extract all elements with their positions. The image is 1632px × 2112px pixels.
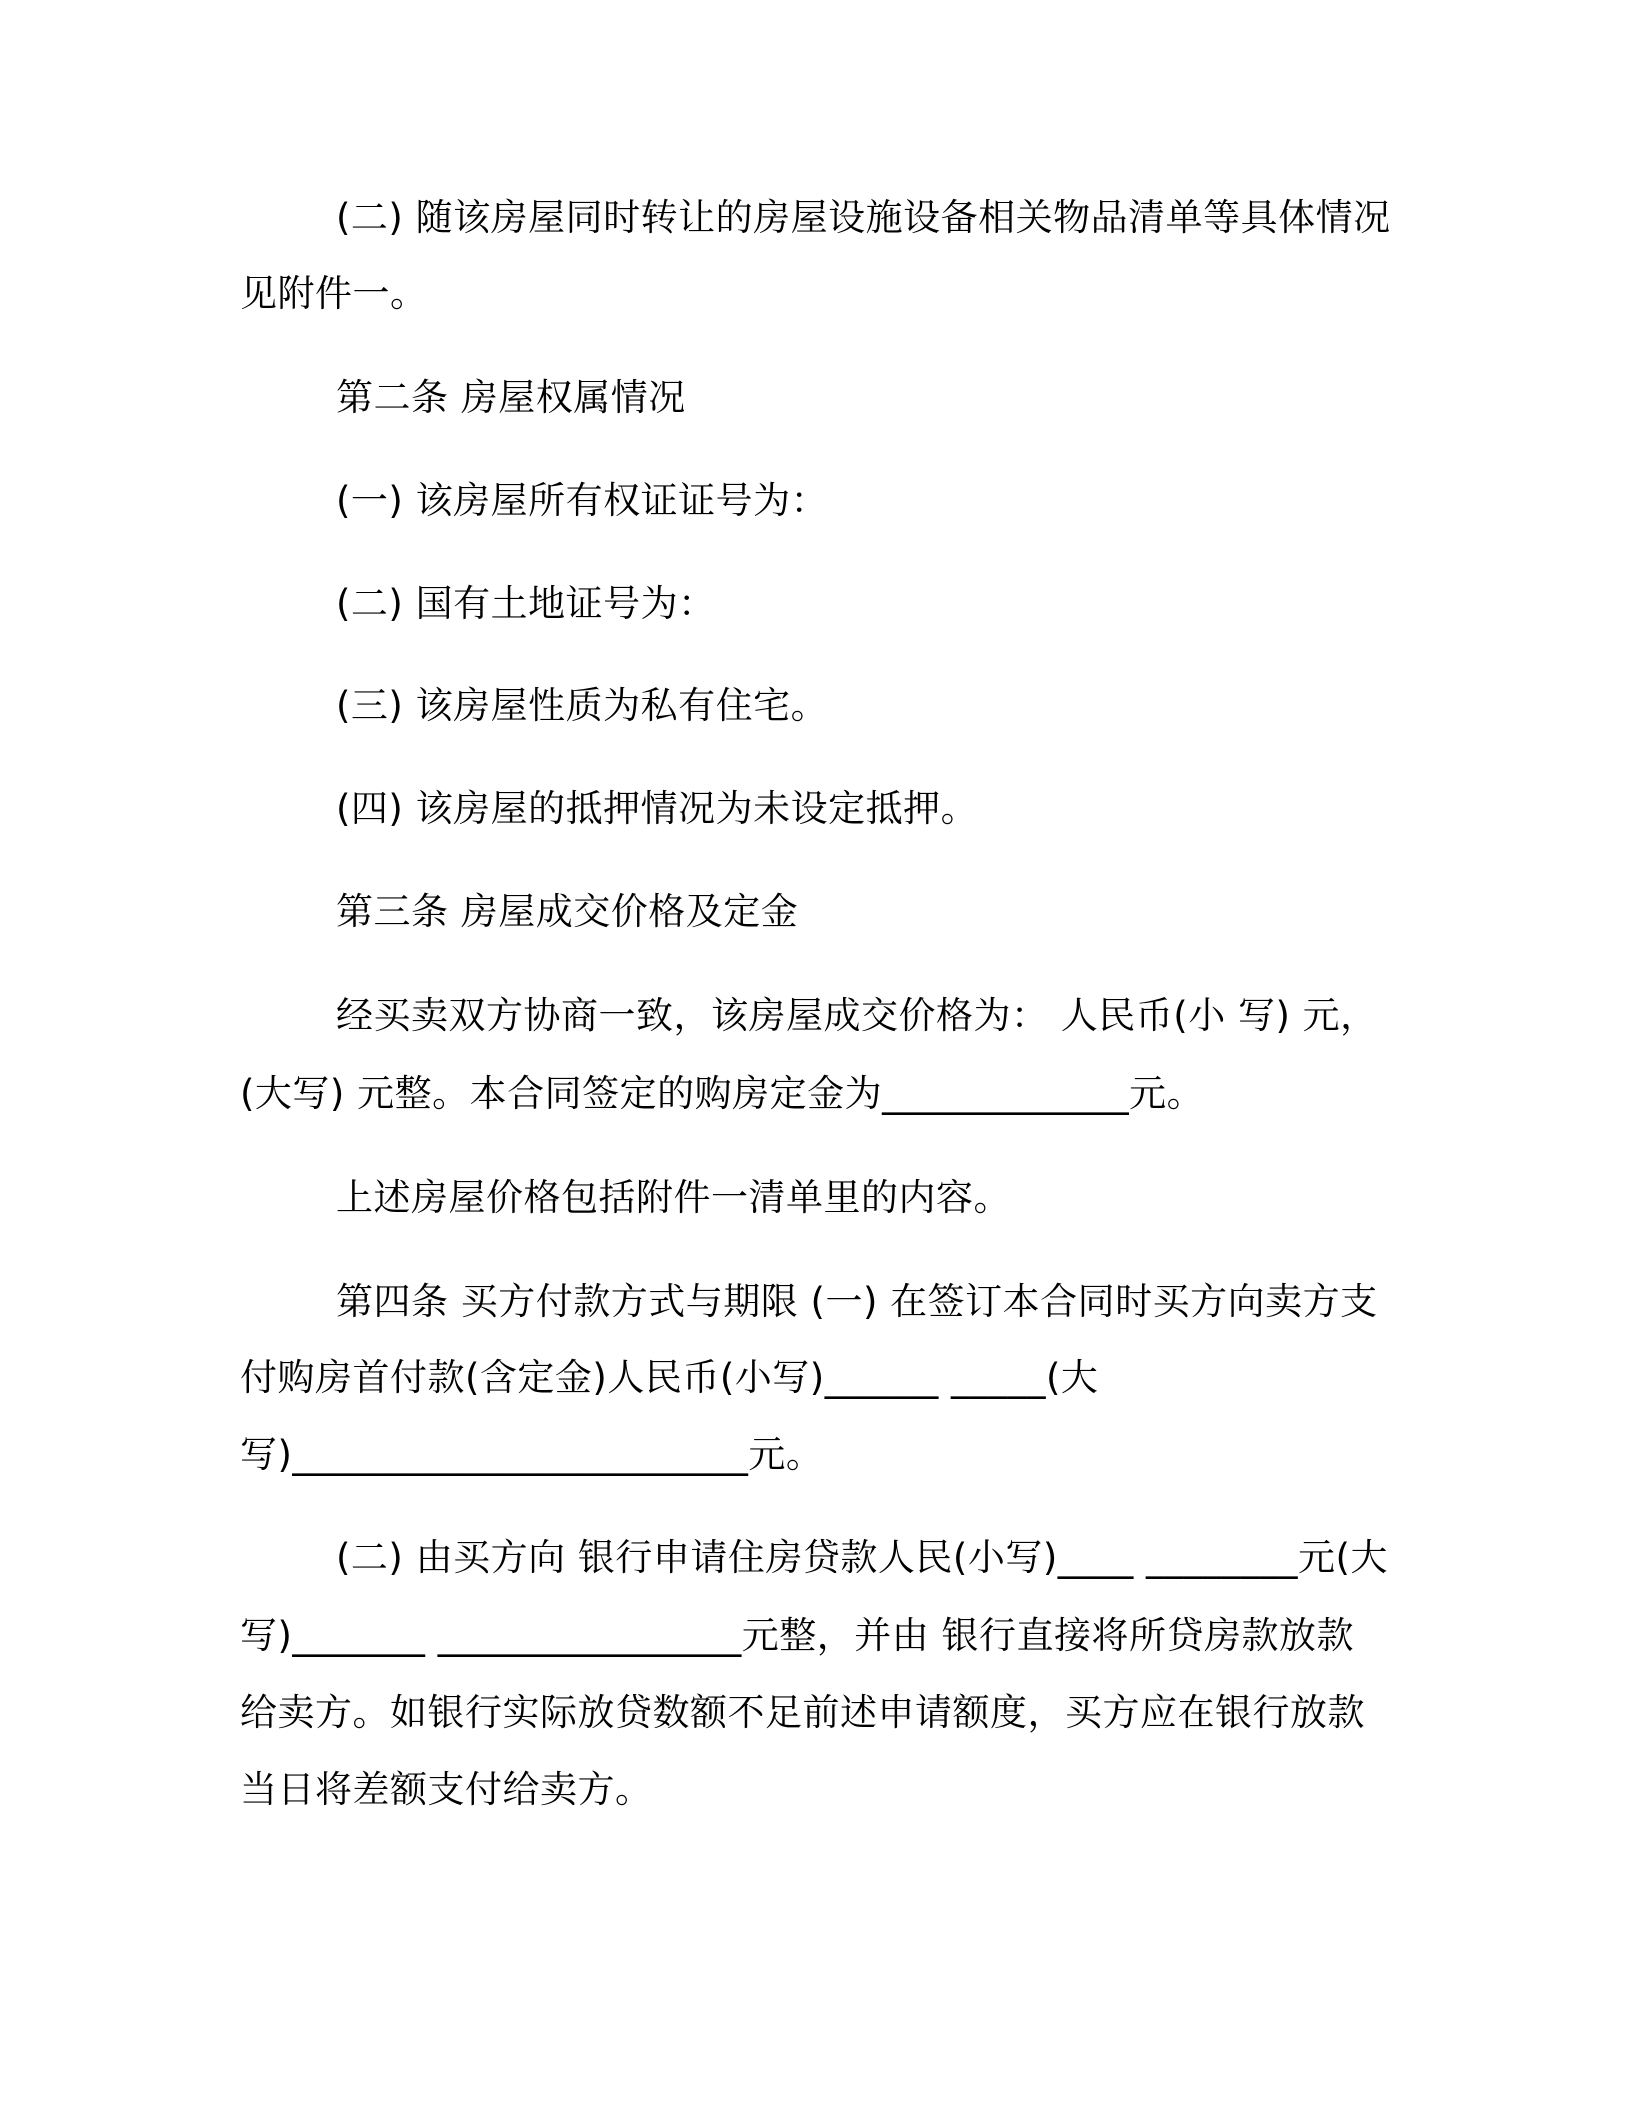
paragraph-line: (二) 随该房屋同时转让的房屋设施设备相关物品清单等具体情况 [336,196,1391,239]
paragraph-line: 经买卖双方协商一致，该房屋成交价格为： 人民币(小 写) 元， [336,994,1378,1037]
clause-line: (四) 该房屋的抵押情况为未设定抵押。 [336,787,979,830]
article-heading: 第二条 房屋权属情况 [336,376,686,419]
clause-line: (二) 国有土地证号为： [336,582,716,625]
paragraph-line: 写)_______ ________________元整，并由 银行直接将所贷房款放款 [240,1614,1354,1657]
paragraph-line: (大写) 元整。本合同签定的购房定金为_____________元。 [240,1072,1205,1115]
paragraph-line: 给卖方。如银行实际放贷数额不足前述申请额度，买方应在银行放款 [240,1691,1365,1734]
paragraph-line: 付购房首付款(含定金)人民币(小写)______ _____(大 [240,1356,1099,1399]
article-heading: 第三条 房屋成交价格及定金 [336,890,799,933]
paragraph-line: 上述房屋价格包括附件一清单里的内容。 [336,1176,1011,1219]
paragraph-line: 写)________________________元。 [240,1433,824,1476]
clause-line: (三) 该房屋性质为私有住宅。 [336,684,829,727]
article-heading: 第四条 买方付款方式与期限 (一) 在签订本合同时买方向卖方支 [336,1280,1378,1323]
clause-line: (二) 由买方向 银行申请住房贷款人民(小写)____ ________元(大 [336,1536,1388,1579]
clause-line: (一) 该房屋所有权证证号为： [336,479,829,522]
paragraph-line: 见附件一。 [240,272,428,315]
paragraph-line: 当日将差额支付给卖方。 [240,1768,653,1811]
